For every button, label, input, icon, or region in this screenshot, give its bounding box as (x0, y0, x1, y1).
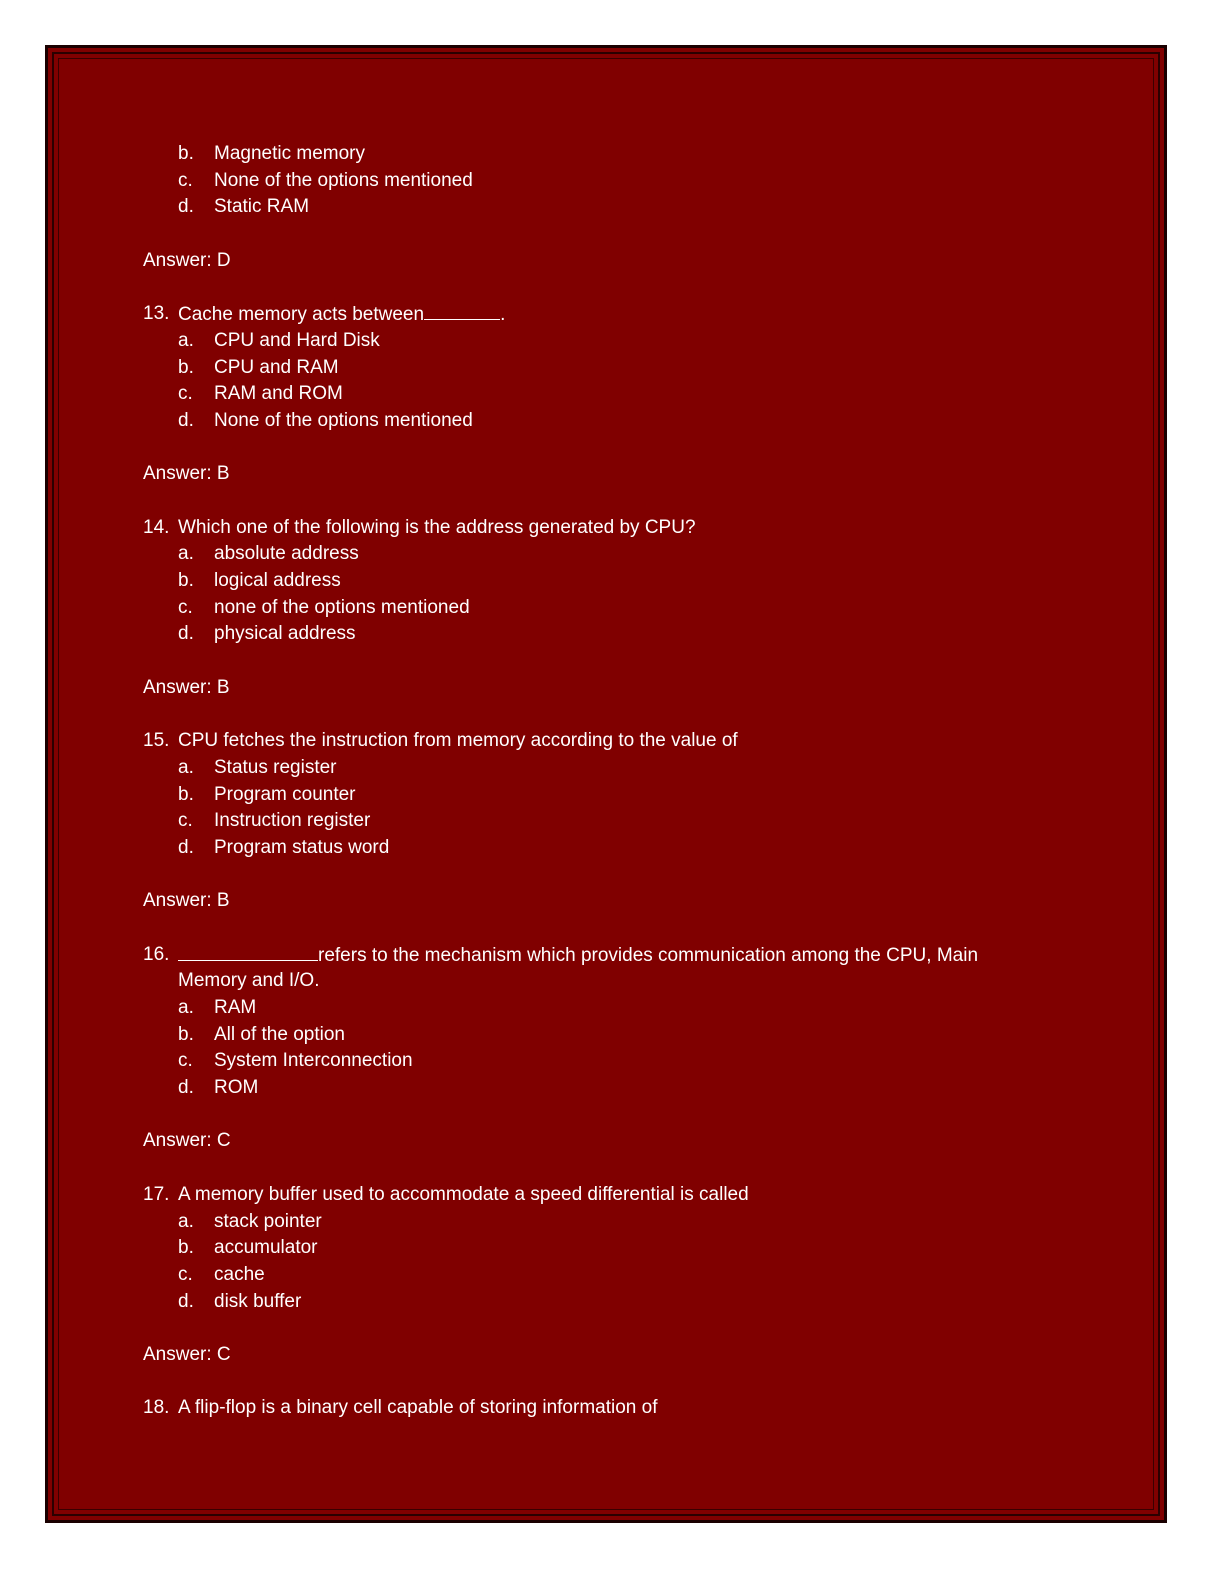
option-text: absolute address (214, 543, 359, 565)
question-17 (143, 1182, 1083, 1209)
question-15 (143, 728, 1083, 755)
question-text: A memory buffer used to accommodate a speed differential is called (178, 1183, 749, 1205)
question-14 (143, 515, 1083, 542)
question-text: Cache memory acts between . (178, 301, 505, 328)
option-text: RAM (214, 997, 257, 1018)
option-letter: a. (178, 543, 194, 565)
option-text: CPU and Hard Disk (214, 329, 380, 351)
option-item (143, 568, 1083, 595)
option-text: stack pointer (214, 1210, 322, 1232)
option-text: physical address (214, 623, 356, 645)
option-letter: c. (178, 596, 193, 618)
option-letter: a. (178, 756, 194, 778)
option-item (143, 1075, 1083, 1102)
question-text: Memory and I/O. (178, 970, 320, 992)
option-item (143, 782, 1083, 809)
option-item (143, 1048, 1083, 1075)
answer-line: Answer: B (143, 463, 230, 485)
option-letter: c. (178, 1050, 193, 1072)
question-number: 13. (143, 303, 170, 325)
option-text: System Interconnection (214, 1050, 413, 1072)
option-letter: d. (178, 1077, 194, 1099)
option-item (143, 995, 1083, 1022)
answer-line: Answer: C (143, 1343, 231, 1365)
option-text: accumulator (214, 1237, 318, 1259)
question-13 (143, 301, 1083, 328)
question-number: 18. (143, 1397, 170, 1419)
option-letter: d. (178, 1290, 194, 1312)
option-letter: d. (178, 409, 194, 431)
option-item (143, 381, 1083, 408)
quiz-content (143, 141, 1083, 1422)
option-letter: a. (178, 997, 194, 1018)
fill-in-blank (424, 301, 500, 320)
option-letter: d. (178, 623, 194, 645)
option-text: Magnetic memory (214, 143, 365, 164)
option-item (143, 168, 1083, 195)
option-item (143, 1262, 1083, 1289)
question-number: 16. (143, 943, 170, 965)
option-text: CPU and RAM (214, 356, 339, 378)
option-text: Status register (214, 756, 337, 778)
answer-line: Answer: B (143, 890, 230, 912)
option-item (143, 1209, 1083, 1236)
option-letter: c. (178, 810, 193, 832)
question-16-continued (143, 968, 1083, 995)
option-text: All of the option (214, 1023, 345, 1045)
option-item (143, 1235, 1083, 1262)
option-item (143, 808, 1083, 835)
option-item (143, 541, 1083, 568)
option-letter: b. (178, 356, 194, 378)
option-text: None of the options mentioned (214, 169, 473, 191)
option-item (143, 755, 1083, 782)
option-letter: c. (178, 169, 193, 191)
answer-line: Answer: D (143, 249, 231, 271)
option-text: none of the options mentioned (214, 596, 470, 618)
option-item (143, 141, 1083, 168)
question-18 (143, 1395, 1083, 1422)
option-item (143, 835, 1083, 862)
option-text: Program status word (214, 836, 390, 858)
option-item (143, 595, 1083, 622)
option-item (143, 328, 1083, 355)
option-item (143, 194, 1083, 221)
option-letter: a. (178, 329, 194, 351)
option-text: logical address (214, 570, 341, 591)
option-text: Static RAM (214, 196, 310, 218)
option-letter: d. (178, 836, 194, 858)
option-letter: b. (178, 1023, 194, 1045)
question-number: 15. (143, 730, 170, 752)
option-item (143, 408, 1083, 435)
option-letter: b. (178, 1237, 194, 1259)
option-letter: c. (178, 383, 193, 405)
answer-line: Answer: C (143, 1130, 231, 1152)
option-text: ROM (214, 1077, 259, 1099)
answer-line: Answer: B (143, 676, 230, 698)
question-number: 17. (143, 1183, 170, 1205)
option-item (143, 1022, 1083, 1049)
option-item (143, 355, 1083, 382)
question-text: Which one of the following is the address generated by CPU? (178, 516, 696, 538)
option-letter: a. (178, 1210, 194, 1232)
option-item (143, 621, 1083, 648)
question-text: refers to the mechanism which provides communication among the CPU, Main (178, 942, 978, 969)
option-letter: d. (178, 196, 194, 218)
option-letter: c. (178, 1263, 193, 1285)
question-16 (143, 942, 1083, 969)
question-text: A flip-flop is a binary cell capable of storing information of (178, 1397, 658, 1419)
option-text: disk buffer (214, 1290, 302, 1312)
option-text: Program counter (214, 783, 356, 805)
option-text: Instruction register (214, 810, 371, 832)
option-text: None of the options mentioned (214, 409, 473, 431)
option-item (143, 1289, 1083, 1316)
option-letter: b. (178, 783, 194, 805)
fill-in-blank (178, 942, 318, 961)
option-letter: b. (178, 143, 194, 164)
option-letter: b. (178, 570, 194, 591)
option-text: RAM and ROM (214, 383, 343, 405)
question-number: 14. (143, 516, 170, 538)
question-text: CPU fetches the instruction from memory according to the value of (178, 730, 738, 752)
option-text: cache (214, 1263, 265, 1285)
